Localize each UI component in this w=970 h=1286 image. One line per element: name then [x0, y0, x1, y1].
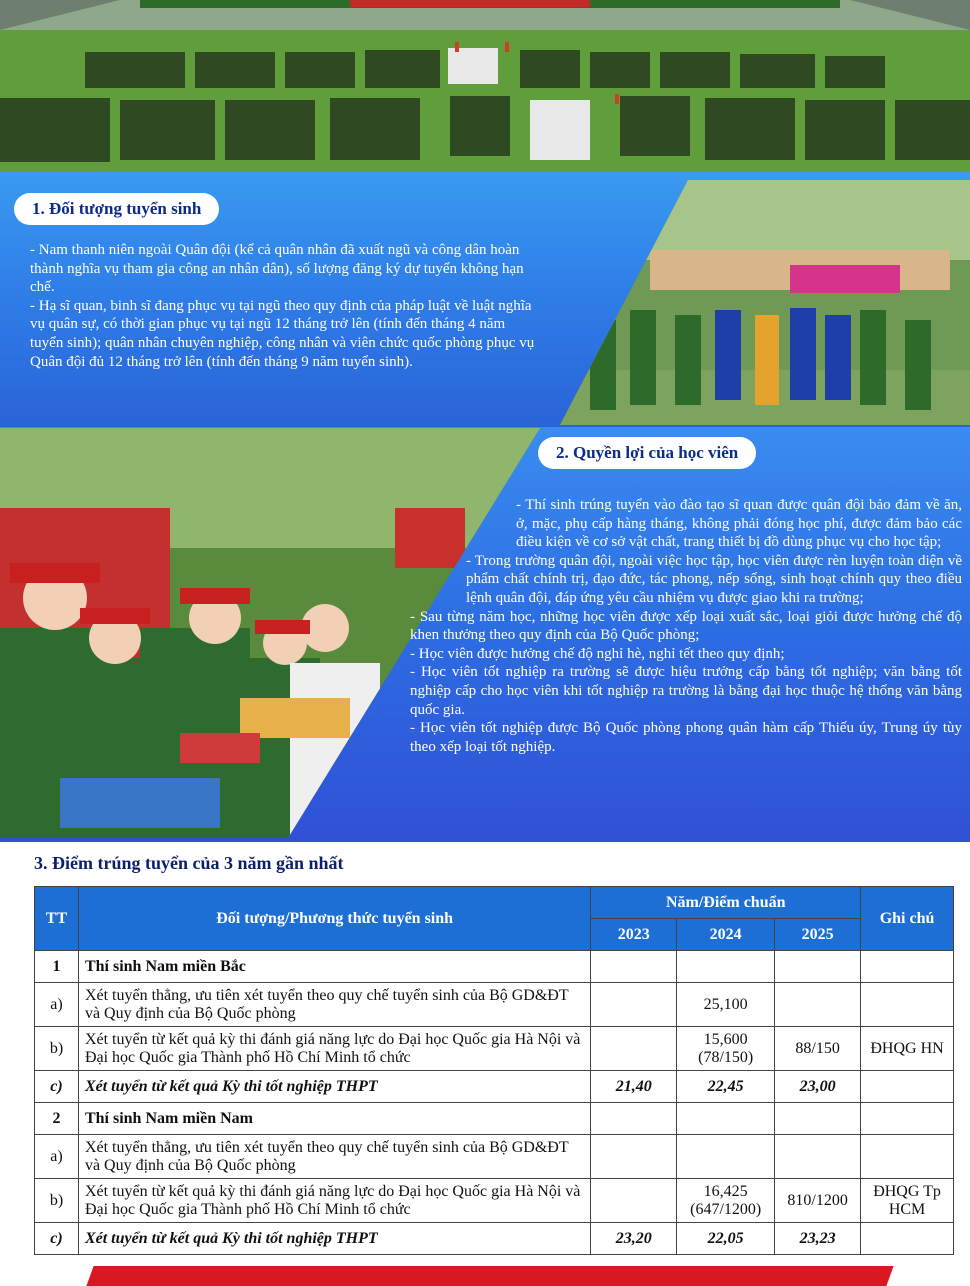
table-row: [35, 1103, 954, 1135]
group-name: Thí sinh Nam miền Nam: [78, 1103, 590, 1135]
score-2024: [677, 1027, 775, 1071]
col-header-year: 2024: [677, 919, 775, 951]
note-cell: [861, 1135, 954, 1179]
table-row: [35, 1135, 954, 1179]
score-2024: [677, 1223, 775, 1255]
section2-body: [410, 496, 962, 756]
score-2024-main: 22,05: [707, 1229, 744, 1247]
group-name: Thí sinh Nam miền Bắc: [78, 951, 590, 983]
section1-paragraph: - Hạ sĩ quan, binh sĩ đang phục vụ tại ngũ theo quy định của pháp luật về luật nghĩa vụ quân sự, có thời gian phục vụ tại ngũ 12 tháng trở lên (tính đến tháng 4 năm tuyển sinh); quân nhân chuyên nghiệp, công nhân và viên chức quốc phòng phục vụ Quân đội đủ 12 tháng trở lên (tính đến tháng 9 năm tuyển sinh).: [30, 297, 535, 370]
table-row: [35, 1027, 954, 1071]
col-header-year: 2025: [775, 919, 861, 951]
section2-paragraph: - Học viên tốt nghiệp ra trường sẽ được hiệu trưởng cấp bằng tốt nghiệp; văn bằng tốt nghiệp cấp cho học viên khi tốt nghiệp ra trường là bằng đại học thuộc hệ thống văn bằng quốc gia.: [410, 664, 962, 718]
note-cell: [861, 1223, 954, 1255]
section1-paragraph: - Nam thanh niên ngoài Quân đội (kể cả quân nhân đã xuất ngũ và công dân hoàn thành nghĩa vụ tham gia công an nhân dân), số lượng đăng ký dự tuyển không hạn chế.: [30, 242, 524, 296]
score-2024-main: 16,425: [703, 1182, 748, 1200]
score-2025: [775, 1135, 861, 1179]
note-cell: [861, 1071, 954, 1103]
group-index: 1: [35, 951, 79, 983]
score-2024: [677, 1135, 775, 1179]
score-2024: [677, 983, 775, 1027]
section2-paragraph: - Học viên được hưởng chế độ nghỉ hè, nghỉ tết theo quy định;: [410, 645, 785, 662]
score-2024-main: 15,600: [703, 1030, 748, 1048]
parade-photo: [0, 0, 970, 172]
score-2024-main: 22,45: [707, 1077, 744, 1095]
score-2025: 88/150: [775, 1027, 861, 1071]
scores-table: [34, 886, 954, 1255]
score-2023: [591, 1179, 677, 1223]
score-2023: 21,40: [591, 1071, 677, 1103]
table-row: [35, 983, 954, 1027]
group-index: 2: [35, 1103, 79, 1135]
score-2024: [677, 1179, 775, 1223]
section2-heading: 2. Quyền lợi của học viên: [538, 437, 756, 469]
col-header-year: 2023: [591, 919, 677, 951]
note-cell: [861, 983, 954, 1027]
section2-paragraph: - Thí sinh trúng tuyển vào đào tạo sĩ quan được quân đội bảo đảm về ăn, ở, mặc, phụ cấp hàng tháng, không phải đóng học phí, được đảm bảo các điều kiện về cơ sở vật chất, trang thiết bị đồ dùng phục vụ cho học tập;: [516, 497, 962, 551]
section2-paragraph: - Học viên tốt nghiệp được Bộ Quốc phòng phong quân hàm cấp Thiếu úy, Trung úy tùy theo xếp loại tốt nghiệp.: [410, 720, 962, 755]
row-label: c): [35, 1223, 79, 1255]
method-cell: Xét tuyển từ kết quả kỳ thi đánh giá năng lực do Đại học Quốc gia Hà Nội và Đại học Quốc gia Thành phố Hồ Chí Minh tổ chức: [78, 1027, 590, 1071]
row-label: b): [35, 1027, 79, 1071]
col-header-tt: TT: [35, 887, 79, 951]
score-2023: [591, 1135, 677, 1179]
table-row: [35, 951, 954, 983]
row-label: b): [35, 1179, 79, 1223]
score-2024: [677, 1071, 775, 1103]
score-2024-sub: (78/150): [698, 1048, 754, 1066]
row-label: a): [35, 1135, 79, 1179]
section2-paragraph: - Sau từng năm học, những học viên được xếp loại xuất sắc, loại giỏi được hưởng chế độ khen thưởng theo quy định của Bộ Quốc phòng;: [410, 608, 962, 644]
col-header-years-group: Năm/Điểm chuẩn: [591, 887, 861, 919]
score-2023: [591, 983, 677, 1027]
method-cell: Xét tuyển từ kết quả Kỳ thi tốt nghiệp THPT: [78, 1071, 590, 1103]
note-cell: ĐHQG HN: [861, 1027, 954, 1071]
score-2025: [775, 983, 861, 1027]
score-2025: 810/1200: [775, 1179, 861, 1223]
table-row: [35, 1179, 954, 1223]
method-cell: Xét tuyển thẳng, ưu tiên xét tuyển theo quy chế tuyển sinh của Bộ GD&ĐT và Quy định của Bộ Quốc phòng: [78, 1135, 590, 1179]
row-label: c): [35, 1071, 79, 1103]
bottom-red-banner: [86, 1266, 893, 1286]
section3-heading: 3. Điểm trúng tuyển của 3 năm gần nhất: [34, 853, 344, 873]
note-cell: ĐHQG Tp HCM: [861, 1179, 954, 1223]
section1-heading: 1. Đối tượng tuyển sinh: [14, 193, 219, 225]
method-cell: Xét tuyển từ kết quả Kỳ thi tốt nghiệp THPT: [78, 1223, 590, 1255]
method-cell: Xét tuyển thẳng, ưu tiên xét tuyển theo quy chế tuyển sinh của Bộ GD&ĐT và Quy định của Bộ Quốc phòng: [78, 983, 590, 1027]
score-2025: 23,00: [775, 1071, 861, 1103]
method-cell: Xét tuyển từ kết quả kỳ thi đánh giá năng lực do Đại học Quốc gia Hà Nội và Đại học Quốc gia Thành phố Hồ Chí Minh tổ chức: [78, 1179, 590, 1223]
score-2024-sub: (647/1200): [690, 1200, 762, 1218]
row-label: a): [35, 983, 79, 1027]
score-2023: [591, 1027, 677, 1071]
score-2025: 23,23: [775, 1223, 861, 1255]
col-header-note: Ghi chú: [861, 887, 954, 951]
col-header-subject: Đối tượng/Phương thức tuyển sinh: [78, 887, 590, 951]
section2-paragraph: - Trong trường quân đội, ngoài việc học tập, học viên được rèn luyện toàn diện về phẩm chất chính trị, đạo đức, tác phong, nếp sống, sinh hoạt chính quy theo điều lệnh quân đội, đáp ứng yêu cầu nhiệm vụ được giao khi ra trường;: [466, 552, 962, 606]
table-row: [35, 1223, 954, 1255]
score-2024-main: 25,100: [703, 995, 748, 1013]
table-row: [35, 1071, 954, 1103]
score-2023: 23,20: [591, 1223, 677, 1255]
section1-body: [30, 241, 542, 371]
